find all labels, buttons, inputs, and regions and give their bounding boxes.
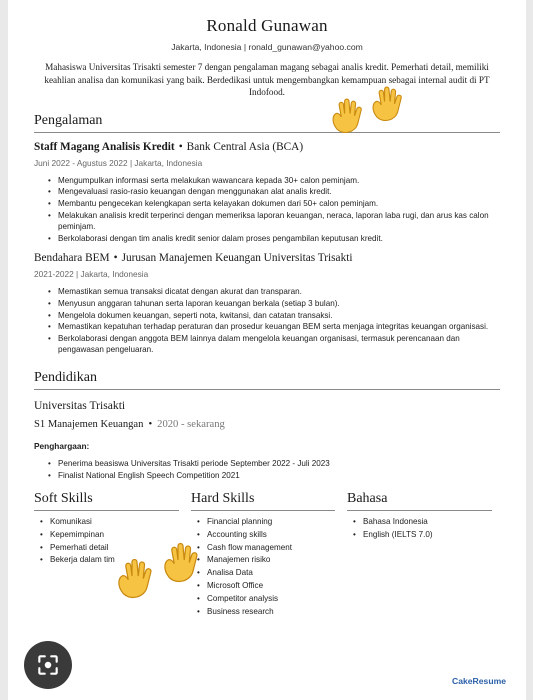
list-item: • Cash flow management [197, 542, 335, 555]
job-meta: 2021-2022 | Jakarta, Indonesia [34, 269, 149, 280]
list-item: • Menyusun anggaran tahunan serta laporan keuangan berkala (setiap 3 bulan). [48, 298, 500, 310]
section-title-education: Pendidikan [34, 370, 500, 390]
waving-hand-icon [367, 84, 411, 128]
lens-icon[interactable] [24, 641, 72, 689]
list-item: • Business research [197, 606, 335, 619]
candidate-name: Ronald Gunawan [206, 16, 328, 35]
list-item: • Financial planning [197, 516, 335, 529]
school-name: Universitas Trisakti [34, 398, 126, 412]
job-1: Staff Magang Analisis Kredit • Bank Central Asia (BCA) Juni 2022 - Agustus 2022 | Jakarta, Indonesia • Mengumpulkan informasi serta melakukan wawancara kepada 30+ calon peminjam. • Mengevaluasi rasio-rasio keuangan dengan menggunakan alat analis kredit. • Membantu pengecekan kelengkapan serta kelayakan dokumen dari 50+ calon peminjam. • Melakukan analisis kredit terperinci dengan memeriksa laporan keuangan, neraca, laporan laba rugi, dan arus kas calon peminjam. • Berkolaborasi dengan tim analis kredit senior dalam proses pengambilan keputusan kredit. [34, 141, 500, 245]
list-item: • Memastikan kepatuhan terhadap peraturan dan prosedur keuangan BEM serta menjaga integritas keuangan organisasi. [48, 321, 500, 333]
list-item: • Mengevaluasi rasio-rasio keuangan dengan menggunakan alat analis kredit. [48, 186, 500, 198]
section-title-soft-skills: Soft Skills [34, 491, 179, 511]
list-item: • Kepemimpinan [40, 529, 179, 542]
list-item: • Finalist National English Speech Competition 2021 [48, 470, 500, 482]
job-org: Bank Central Asia (BCA) [186, 140, 304, 153]
list-item: • Penerima beasiswa Universitas Trisakti periode September 2022 - Juli 2023 [48, 458, 500, 470]
awards-label: Penghargaan: [34, 440, 90, 451]
list-item: • Analisa Data [197, 567, 335, 580]
list-item: • Mengelola dokumen keuangan, seperti nota, kwitansi, dan catatan transaksi. [48, 310, 500, 322]
lens-icon-glyph [35, 652, 61, 678]
job-2: Bendahara BEM • Jurusan Manajemen Keuangan Universitas Trisakti 2021-2022 | Jakarta, Indonesia • Memastikan semua transaksi dicatat dengan akurat dan transparan. • Menyusun anggaran tahunan serta laporan keuangan berkala (setiap 3 bulan). • Mengelola dokumen keuangan, seperti nota, kwitansi, dan catatan transaksi. • Memastikan kepatuhan terhadap peraturan dan prosedur keuangan BEM serta menjaga integritas keuangan organisasi. • Berkolaborasi dengan anggota BEM lainnya dalam mengelola keuangan organisasi, termasuk perencanaan dan pengawasan pengeluaran. [34, 252, 500, 356]
job-role: Bendahara BEM [34, 252, 110, 265]
study-period: 2020 - sekarang [157, 418, 225, 430]
job-bullets [48, 175, 500, 245]
waving-hand-icon [112, 556, 162, 606]
waving-hand-icon [158, 540, 208, 590]
list-item: • Melakukan analisis kredit terperinci dengan memeriksa laporan keuangan, neraca, laporan laba rugi, dan arus kas calon peminjam. [48, 210, 500, 233]
job-meta: Juni 2022 - Agustus 2022 | Jakarta, Indonesia [34, 157, 203, 168]
contact-line: Jakarta, Indonesia | ronald_gunawan@yahoo.com [171, 42, 363, 52]
summary: Mahasiswa Universitas Trisakti semester 7 dengan pengalaman magang sebagai analis kredit. Pemerhati detail, memiliki keahlian analisa dan komunikasi yang baik. Berdedikasi untuk mengembangkan kemampuan sebagai internal audit di PT Indofood. [44, 62, 490, 98]
job-bullets [48, 286, 500, 356]
hard-skills [191, 491, 335, 618]
job-role: Staff Magang Analisis Kredit [34, 140, 175, 153]
list-item: • Manajemen risiko [197, 554, 335, 567]
list-item: • Membantu pengecekan kelengkapan serta kelayakan dokumen dari 50+ calon peminjam. [48, 198, 500, 210]
job-org: Jurusan Manajemen Keuangan Universitas Trisakti [121, 252, 353, 265]
resume-page: Ronald Gunawan Jakarta, Indonesia | ronald_gunawan@yahoo.com Mahasiswa Universitas Trisakti semester 7 dengan pengalaman magang sebagai analis kredit. Pemerhati detail, memiliki keahlian analisa dan komunikasi yang baik. Berdedikasi untuk mengembangkan kemampuan sebagai internal audit di PT Indofood. Pengalaman Staff Magang Analisis Kredit • Bank Central Asia (BCA) Juni 2022 - Agustus 2022 | Jakarta, Indonesia • Mengumpulkan informasi serta melakukan wawancara kepada 30+ calon peminjam. • Mengevaluasi rasio-rasio keuangan dengan menggunakan alat analis kredit. • Membantu pengecekan kelengkapan serta kelayakan dokumen dari 50+ calon peminjam. • Melakukan analisis kredit terperinci dengan memeriksa laporan keuangan, neraca, laporan laba rugi, dan arus kas calon peminjam. • Berkolaborasi dengan tim analis kredit senior dalam proses pengambilan keputusan kredit. Bendahara BEM • Jurusan Manajemen Keuangan Universitas Trisakti 2021-2022 | Jakarta, Indonesia • Memastikan semua transaksi dicatat dengan akurat dan transparan. • Menyusun anggaran tahunan serta laporan keuangan berkala (setiap 3 bulan). • Mengelola dokumen keuangan, seperti nota, kwitansi, dan catatan transaksi. • Memastikan kepatuhan terhadap peraturan dan prosedur keuangan BEM serta menjaga integritas keuangan organisasi. • Berkolaborasi dengan anggota BEM lainnya dalam mengelola keuangan organisasi, termasuk perencanaan dan pengawasan pengeluaran. Pendidikan Universitas Trisakti S1 Manajemen Keuangan • 2020 - sekarang Penghargaan: • Penerima beasiswa Universitas Trisakti periode September 2022 - Juli 2023 • Finalist National English Speech Competition 2021 Soft Skills • Komunikasi • Kepemimpinan • Pemerhati detail • Bekerja dalam tim Hard Skills • Financial planning • Accounting skills • Cash flow management • Manajemen risiko • Analisa Data • Microsoft Office • Competitor analysis • Business research Bahasa • Bahasa Indonesia • English (IELTS 7.0) CakeResume [8, 0, 526, 700]
waving-hand-icon [327, 96, 371, 140]
list-item: • English (IELTS 7.0) [353, 529, 492, 542]
list-item: • Microsoft Office [197, 580, 335, 593]
list-item: • Bahasa Indonesia [353, 516, 492, 529]
section-title-experience: Pengalaman [34, 113, 500, 133]
skills-columns [34, 491, 500, 618]
list-item: • Mengumpulkan informasi serta melakukan wawancara kepada 30+ calon peminjam. [48, 175, 500, 187]
section-title-hard-skills: Hard Skills [191, 491, 335, 511]
list-item: • Berkolaborasi dengan tim analis kredit senior dalam proses pengambilan keputusan kredit. [48, 233, 500, 245]
degree: S1 Manajemen Keuangan [34, 418, 144, 430]
list-item: • Memastikan semua transaksi dicatat dengan akurat dan transparan. [48, 286, 500, 298]
list-item: • Competitor analysis [197, 593, 335, 606]
list-item: • Komunikasi [40, 516, 179, 529]
list-item: • Accounting skills [197, 529, 335, 542]
list-item: • Berkolaborasi dengan anggota BEM lainnya dalam mengelola keuangan organisasi, termasuk perencanaan dan pengawasan pengeluaran. [48, 333, 500, 356]
section-title-languages: Bahasa [347, 491, 492, 511]
awards-list [48, 458, 500, 481]
list-item: • Bekerja dalam tim [40, 554, 179, 567]
list-item: • Pemerhati detail [40, 542, 179, 555]
languages [347, 491, 492, 618]
cakeresume-logo: CakeResume [452, 676, 506, 686]
